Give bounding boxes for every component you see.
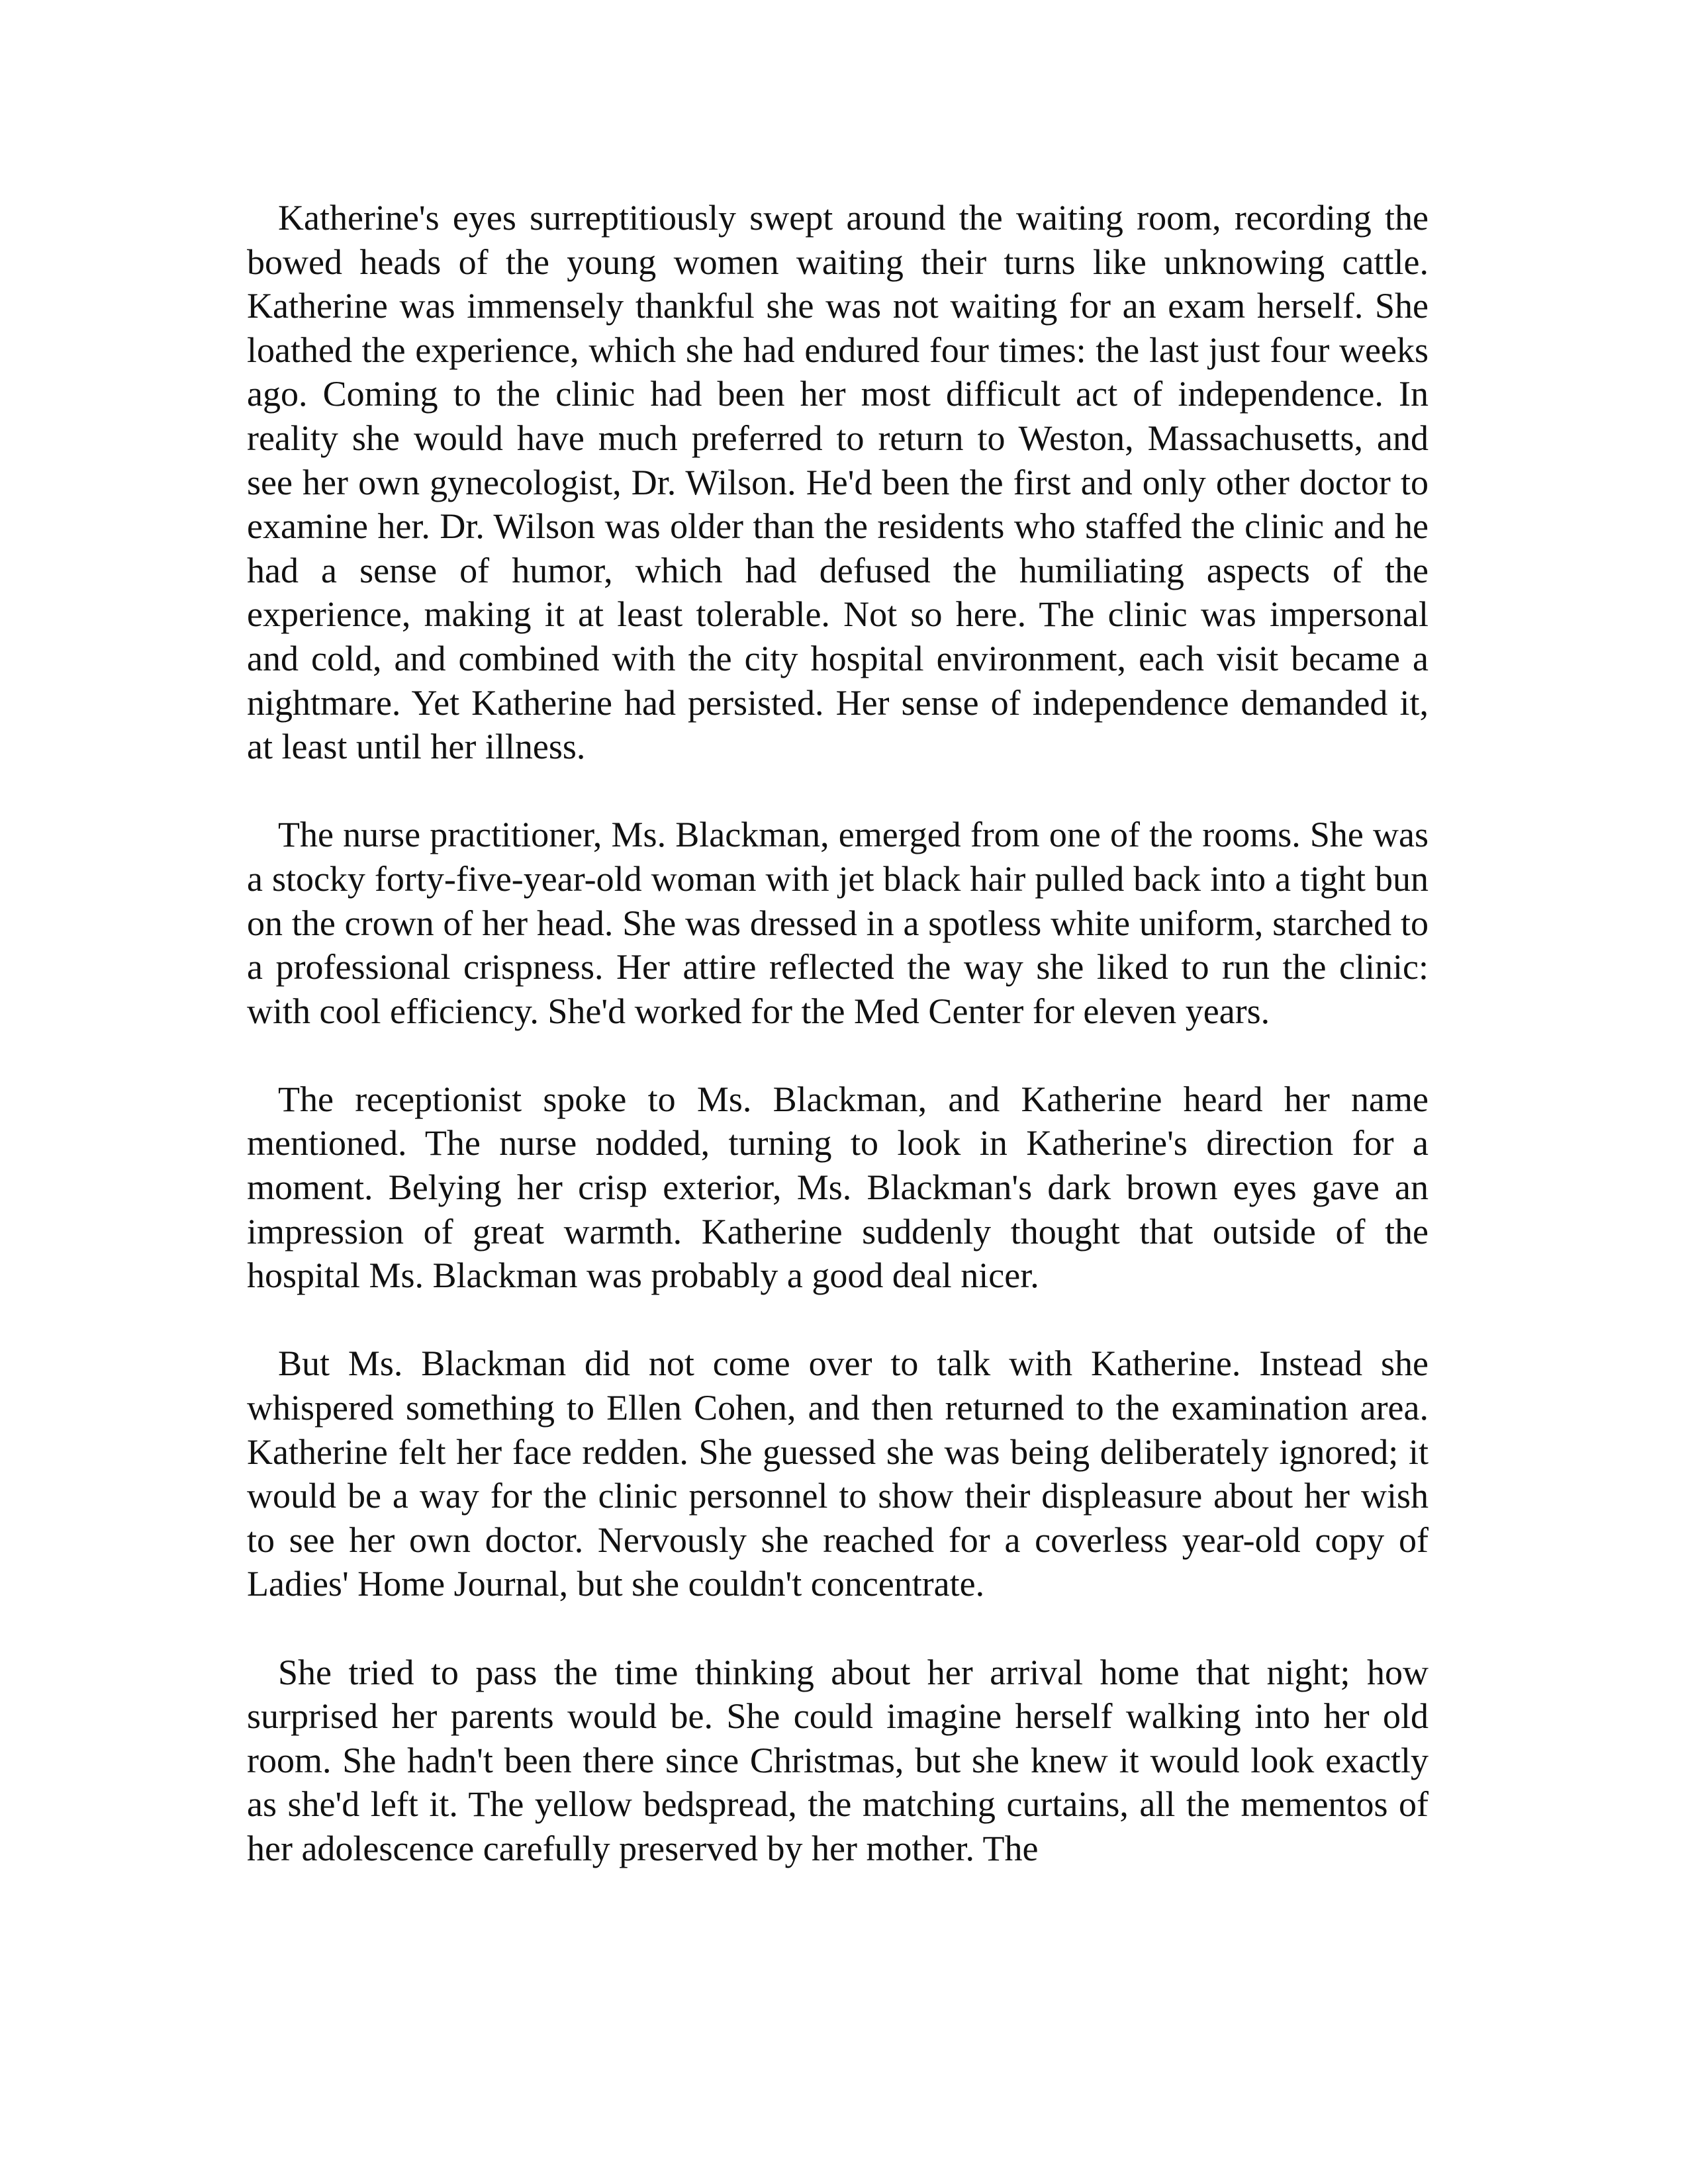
paragraph-5: She tried to pass the time thinking about her arrival home that night; how surprised her parents would be. She could imagine herself walking into her old room. She hadn't been there since Christmas, but she knew it would look exactly as she'd left it. The yellow bedspread, the matching curtains, all the mementos of her adolescence carefully preserved by her mother. The xyxy=(247,1652,1429,1868)
paragraph-2: The nurse practitioner, Ms. Blackman, emerged from one of the rooms. She was a stocky forty-five-year-old woman with jet black hair pulled back into a tight bun on the crown of her head. She was dressed in a spotless white uniform, starched to a professional crispness. Her attire reflected the way she liked to run the clinic: with cool efficiency. She'd worked for the Med Center for eleven years. xyxy=(247,815,1429,1031)
document-page xyxy=(247,196,1429,1871)
paragraph-1: Katherine's eyes surreptitiously swept around the waiting room, recording the bowed heads of the young women waiting their turns like unknowing cattle. Katherine was immensely thankful she was not waiting for an exam herself. She loathed the experience, which she had endured four times: the last just four weeks ago. Coming to the clinic had been her most difficult act of independence. In reality she would have much preferred to return to Weston, Massachusetts, and see her own gynecologist, Dr. Wilson. He'd been the first and only other doctor to examine her. Dr. Wilson was older than the residents who staffed the clinic and he had a sense of humor, which had defused the humiliating aspects of the experience, making it at least tolerable. Not so here. The clinic was impersonal and cold, and combined with the city hospital environment, each visit became a nightmare. Yet Katherine had persisted. Her sense of independence demanded it, at least until her illness. xyxy=(247,198,1429,767)
paragraph-3: The receptionist spoke to Ms. Blackman, and Katherine heard her name mentioned. The nurse nodded, turning to look in Katherine's direction for a moment. Belying her crisp exterior, Ms. Blackman's dark brown eyes gave an impression of great warmth. Katherine suddenly thought that outside of the hospital Ms. Blackman was probably a good deal nicer. xyxy=(247,1079,1429,1296)
paragraph-4: But Ms. Blackman did not come over to talk with Katherine. Instead she whispered something to Ellen Cohen, and then returned to the examination area. Katherine felt her face redden. She guessed she was being deliberately ignored; it would be a way for the clinic personnel to show their displeasure about her wish to see her own doctor. Nervously she reached for a coverless year-old copy of Ladies' Home Journal, but she couldn't concentrate. xyxy=(247,1343,1429,1604)
